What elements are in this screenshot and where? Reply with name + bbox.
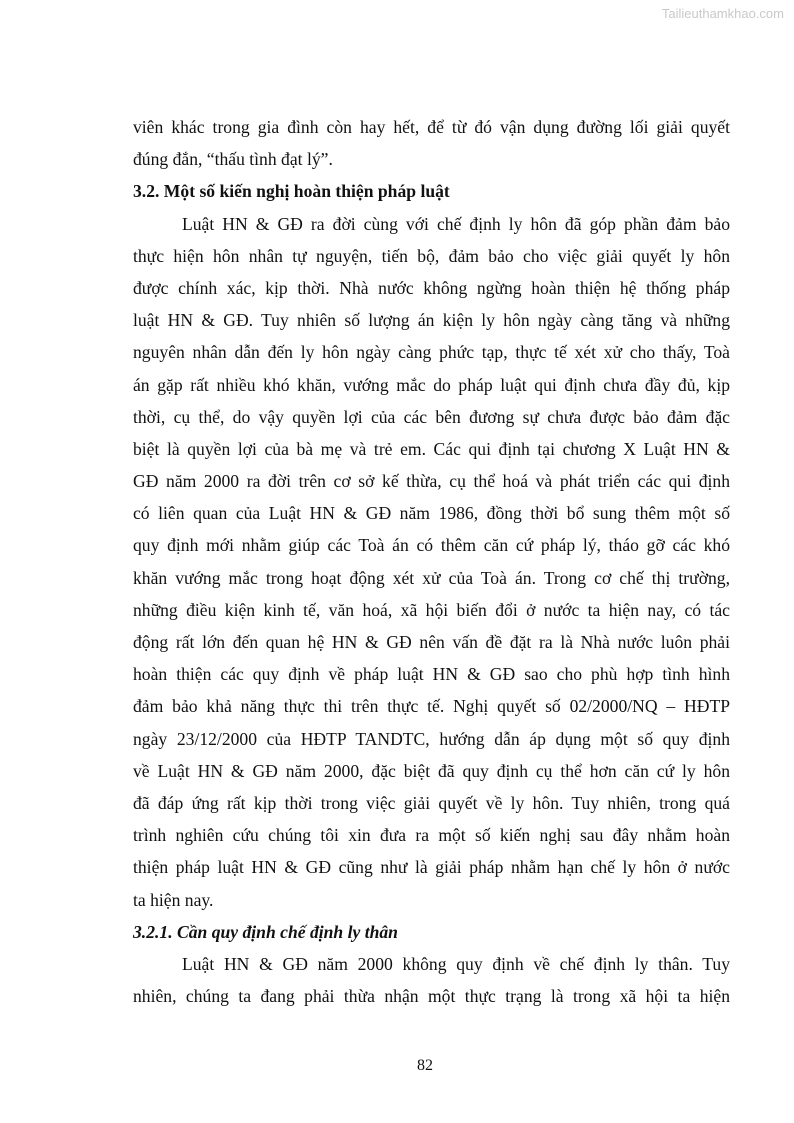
subsection-heading: 3.2.1. Cần quy định chế định ly thân: [133, 921, 398, 942]
text-line: nhiên, chúng ta đang phải thừa nhận một thực trạng là trong xã hội ta hiện: [133, 986, 730, 1007]
section-heading: 3.2. Một số kiến nghị hoàn thiện pháp luật: [133, 181, 450, 202]
text-line: về Luật HN & GĐ năm 2000, đặc biệt đã quy định cụ thể hơn căn cứ ly hôn: [133, 760, 730, 781]
text-line: thiện pháp luật HN & GĐ cũng như là giải pháp nhằm hạn chế ly hôn ở nước: [133, 857, 730, 878]
text-line: thực hiện hôn nhân tự nguyện, tiến bộ, đảm bảo cho việc giải quyết ly hôn: [133, 245, 730, 266]
text-line: động rất lớn đến quan hệ HN & GĐ nên vấn đề đặt ra là Nhà nước luôn phải: [133, 632, 730, 652]
text-line: viên khác trong gia đình còn hay hết, để từ đó vận dụng đường lối giải quyết: [133, 117, 730, 137]
text-line: thời, cụ thể, do vậy quyền lợi của các bên đương sự chưa được bảo đảm đặc: [133, 406, 730, 427]
text-line: có liên quan của Luật HN & GĐ năm 1986, đồng thời bổ sung thêm một số: [133, 503, 730, 524]
text-line: trình nghiên cứu chúng tôi xin đưa ra một số kiến nghị sau đây nhằm hoàn: [133, 825, 730, 846]
text-line: ngày 23/12/2000 của HĐTP TANDTC, hướng dẫn áp dụng một số quy định: [133, 728, 730, 749]
text-line: luật HN & GĐ. Tuy nhiên số lượng án kiện ly hôn ngày càng tăng và những: [133, 310, 730, 331]
text-line: ta hiện nay.: [133, 889, 214, 910]
text-line: những điều kiện kinh tế, văn hoá, xã hội biến đổi ở nước ta hiện nay, có tác: [133, 599, 730, 620]
text-line: đúng đắn, “thấu tình đạt lý”.: [133, 149, 333, 170]
text-line: GĐ năm 2000 ra đời trên cơ sở kế thừa, cụ thể hoá và phát triển các qui định: [133, 471, 730, 492]
text-line: đảm bảo khả năng thực thi trên thực tế. Nghị quyết số 02/2000/NQ – HĐTP: [133, 696, 730, 717]
text-line: quy định mới nhằm giúp các Toà án có thêm căn cứ pháp lý, tháo gỡ các khó: [133, 535, 730, 556]
text-line: Luật HN & GĐ ra đời cùng với chế định ly hôn đã góp phần đảm bảo: [182, 213, 730, 234]
text-line: nguyên nhân dẫn đến ly hôn ngày càng phức tạp, thực tế xét xử cho thấy, Toà: [133, 342, 730, 363]
text-line: đã đáp ứng rất kịp thời trong việc giải quyết về ly hôn. Tuy nhiên, trong quá: [133, 792, 730, 813]
text-line: biệt là quyền lợi của bà mẹ và trẻ em. Các qui định tại chương X Luật HN &: [133, 438, 730, 459]
text-line: hoàn thiện các quy định về pháp luật HN & GĐ sao cho phù hợp tình hình: [133, 664, 730, 685]
watermark: Tailieuthamkhao.com: [661, 6, 784, 21]
document-body: [133, 111, 730, 1012]
text-line: án gặp rất nhiều khó khăn, vướng mắc do pháp luật qui định chưa đầy đủ, kịp: [133, 374, 730, 395]
text-line: được chính xác, kịp thời. Nhà nước không ngừng hoàn thiện hệ thống pháp: [133, 277, 730, 298]
page-number: 82: [417, 1057, 433, 1074]
text-line: khăn vướng mắc trong hoạt động xét xử của Toà án. Trong cơ chế thị trường,: [133, 567, 730, 588]
text-line: Luật HN & GĐ năm 2000 không quy định về chế định ly thân. Tuy: [182, 953, 730, 974]
